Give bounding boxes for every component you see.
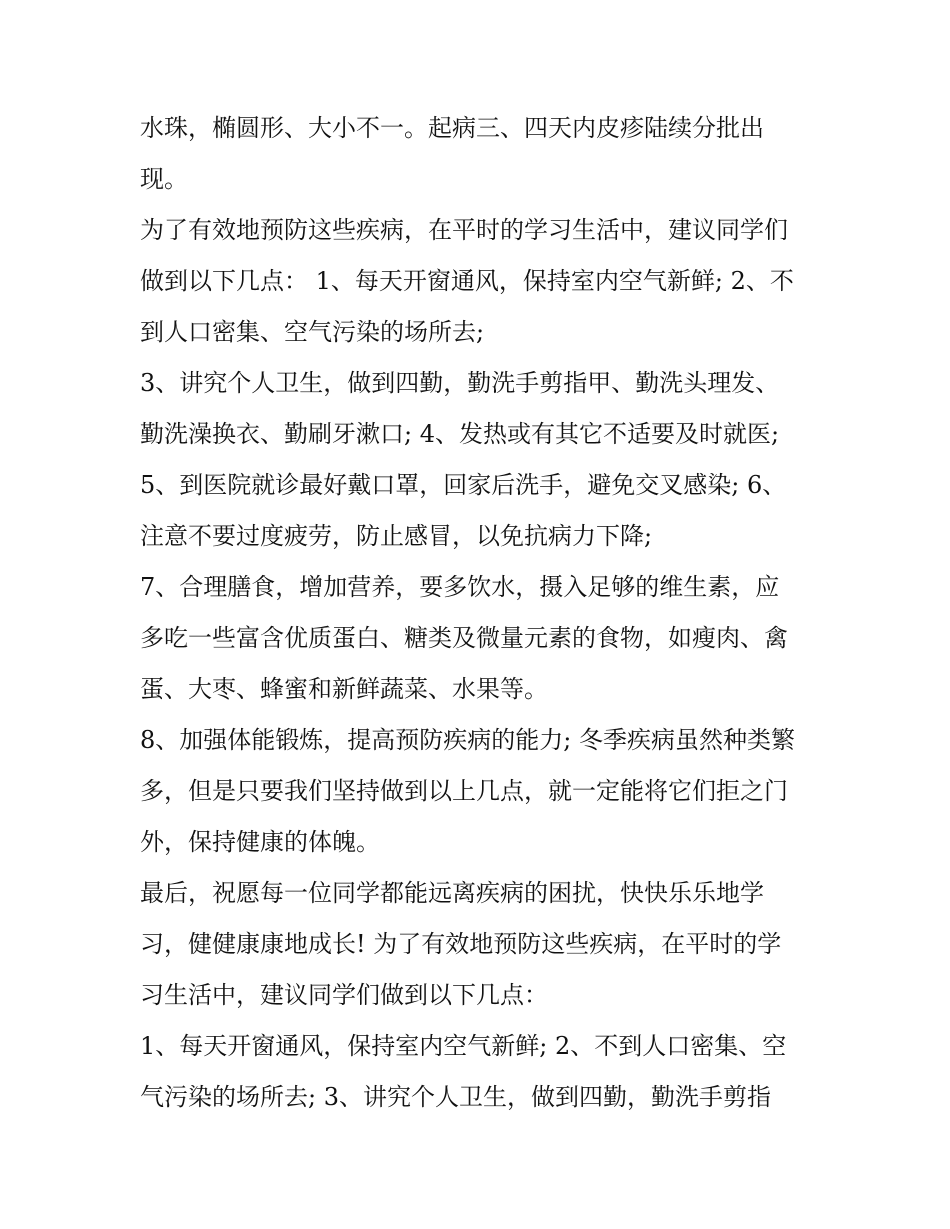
- text-line: 勤洗澡换衣、勤刷牙漱口; 4、发热或有其它不适要及时就医;: [140, 420, 780, 448]
- text-line: 3、讲究个人卫生，做到四勤，勤洗手剪指甲、勤洗头理发、: [140, 369, 780, 397]
- text-line: 多，但是只要我们坚持做到以上几点，就一定能将它们拒之门: [140, 777, 788, 805]
- text-line: 多吃一些富含优质蛋白、糖类及微量元素的食物，如瘦肉、禽: [140, 624, 788, 652]
- text-line: 到人口密集、空气污染的场所去;: [140, 318, 485, 346]
- text-line: 8、加强体能锻炼，提高预防疾病的能力; 冬季疾病虽然种类繁: [140, 726, 795, 754]
- text-line: 蛋、大枣、蜂蜜和新鲜蔬菜、水果等。: [140, 675, 548, 703]
- document-body-text: [140, 103, 820, 1123]
- text-line: 水珠，椭圆形、大小不一。起病三、四天内皮疹陆续分批出: [140, 114, 764, 142]
- text-line: 现。: [140, 165, 188, 193]
- text-line: 习生活中，建议同学们做到以下几点：: [140, 981, 548, 1009]
- text-line: 习，健健康康地成长! 为了有效地预防这些疾病，在平时的学: [140, 930, 782, 958]
- text-line: 最后，祝愿每一位同学都能远离疾病的困扰，快快乐乐地学: [140, 879, 764, 907]
- text-line: 7、合理膳食，增加营养，要多饮水，摄入足够的维生素，应: [140, 573, 780, 601]
- text-line: 做到以下几点： 1、每天开窗通风，保持室内空气新鲜; 2、不: [140, 267, 794, 295]
- text-line: 气污染的场所去; 3、讲究个人卫生，做到四勤，勤洗手剪指: [140, 1083, 771, 1111]
- text-line: 为了有效地预防这些疾病，在平时的学习生活中，建议同学们: [140, 216, 788, 244]
- text-line: 1、每天开窗通风，保持室内空气新鲜; 2、不到人口密集、空: [140, 1032, 787, 1060]
- text-line: 5、到医院就诊最好戴口罩，回家后洗手，避免交叉感染; 6、: [140, 471, 787, 499]
- text-line: 外，保持健康的体魄。: [140, 828, 380, 856]
- text-line: 注意不要过度疲劳，防止感冒，以免抗病力下降;: [140, 522, 653, 550]
